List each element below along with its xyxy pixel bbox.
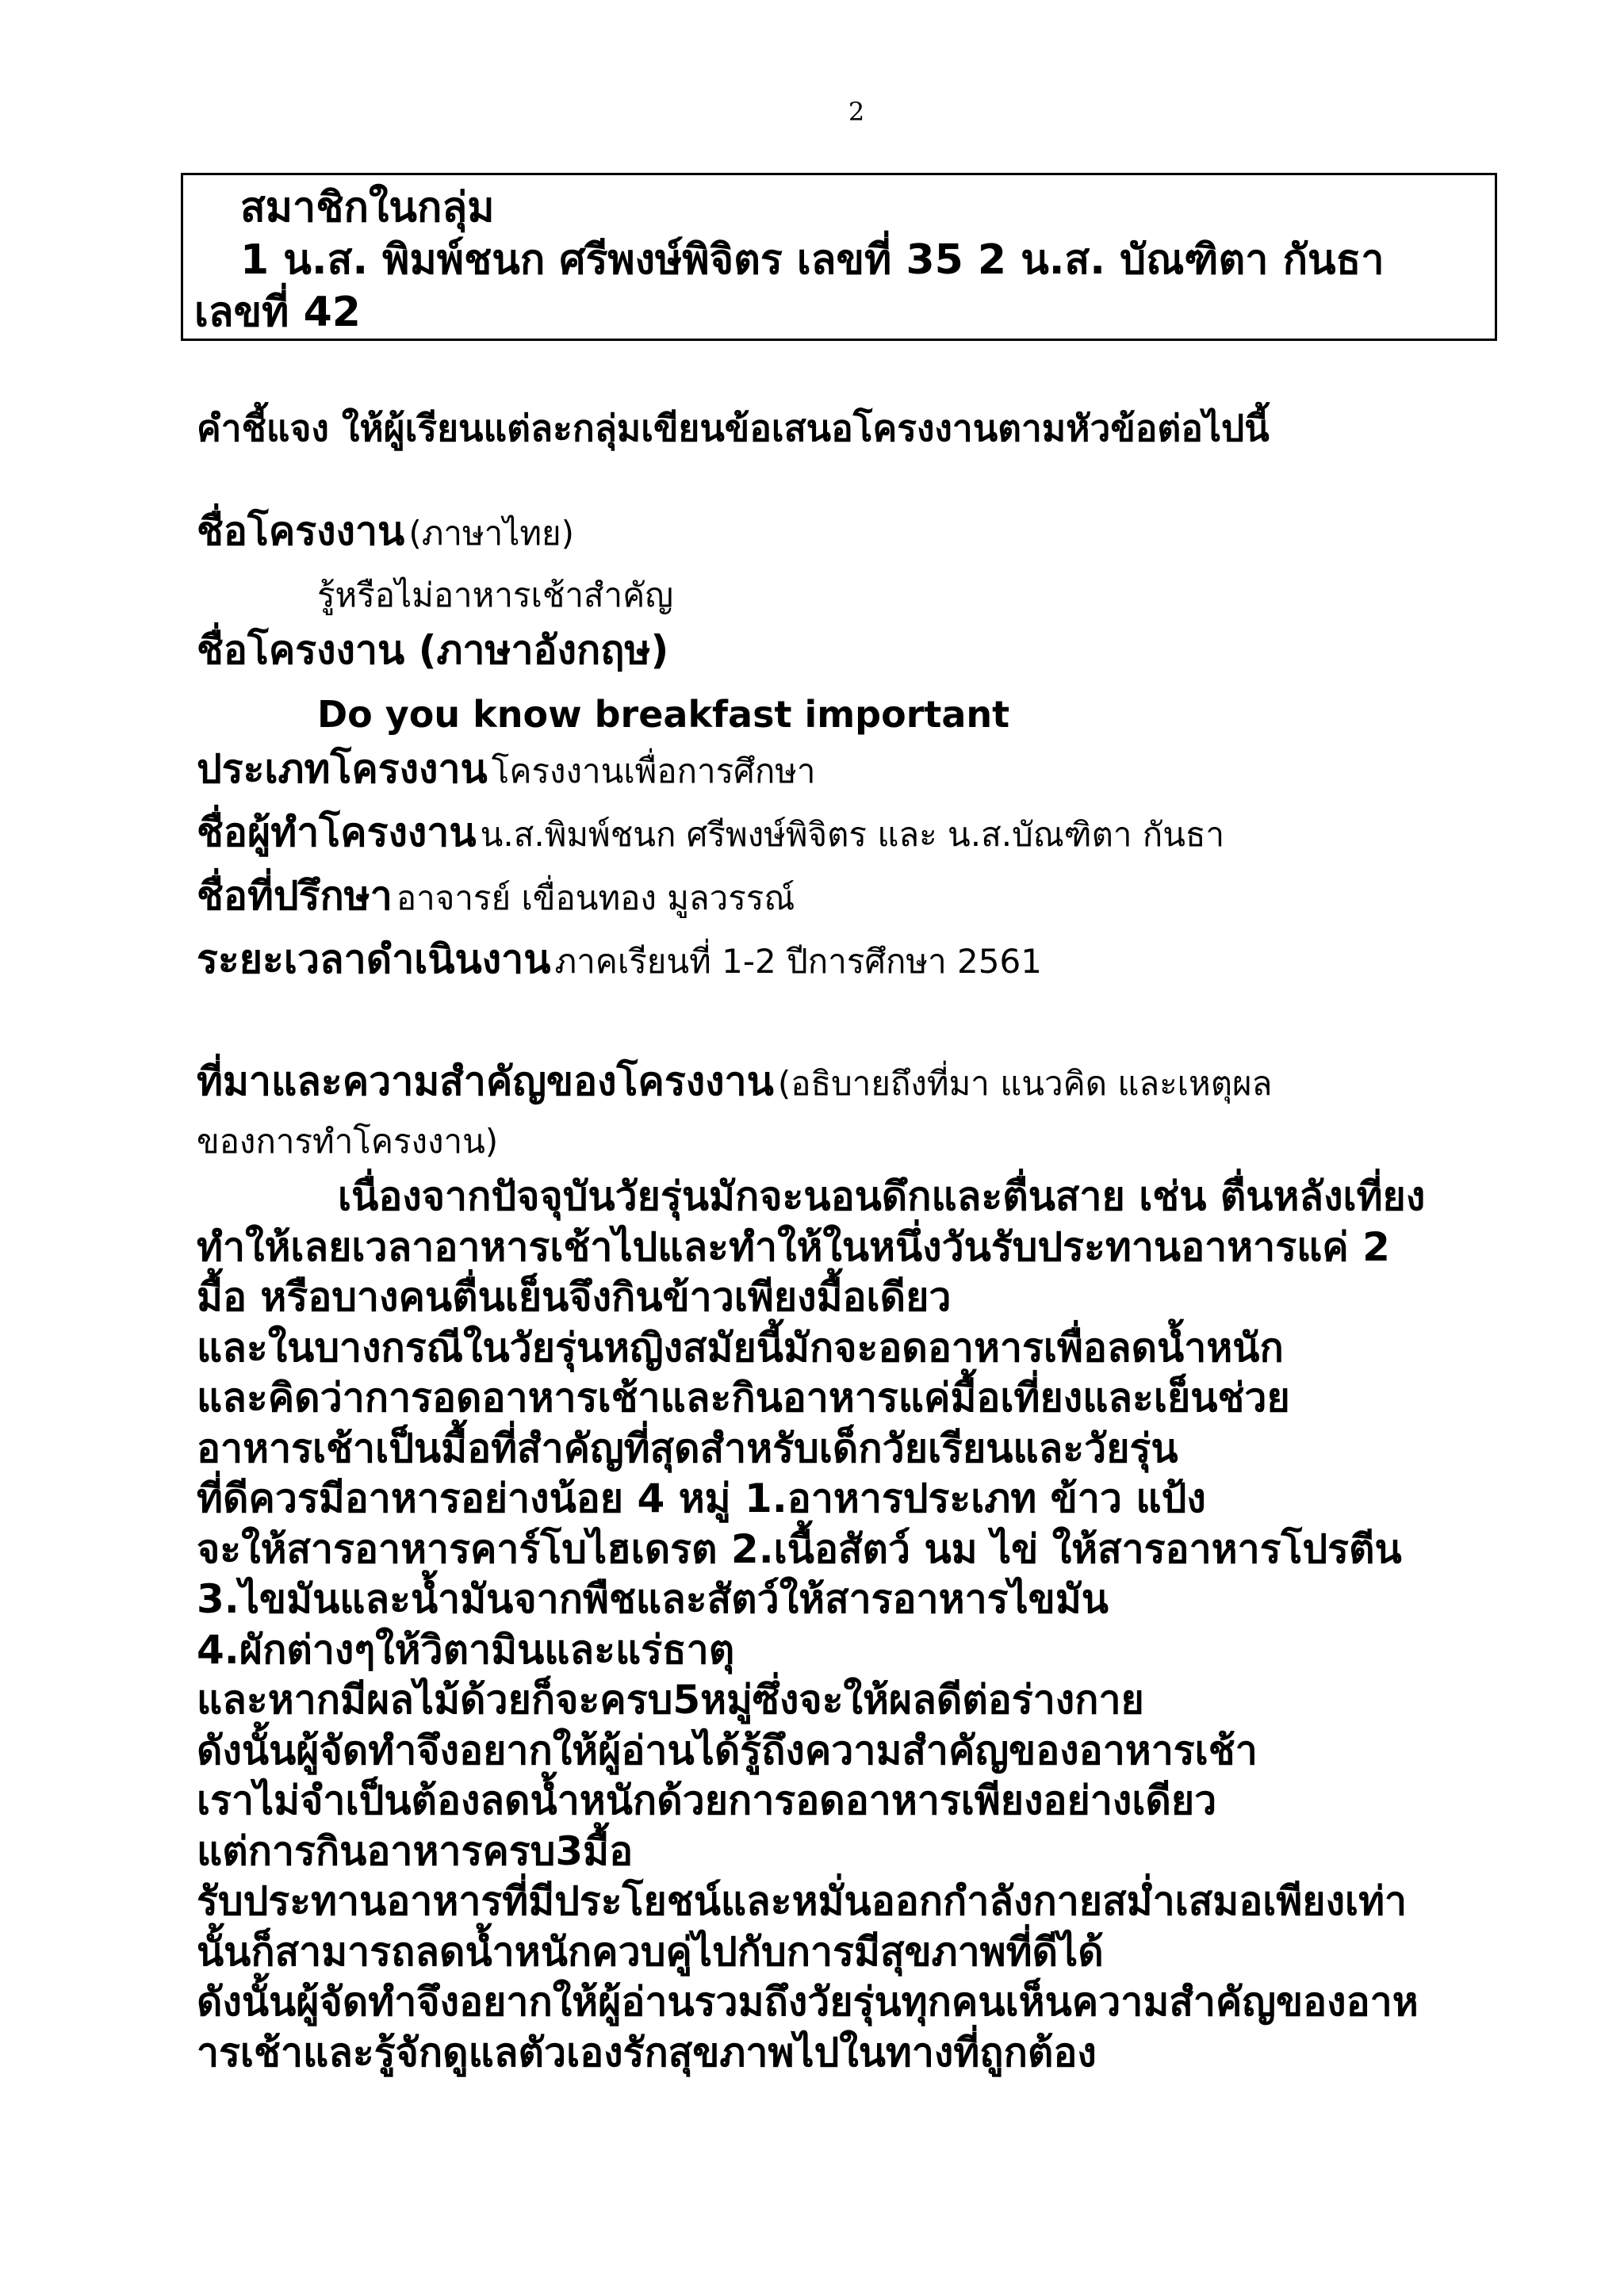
background-paragraph xyxy=(197,1172,1561,2078)
members-heading: สมาชิกในกลุ่ม xyxy=(240,184,495,232)
duration-row xyxy=(197,932,1561,996)
duration-value: ภาคเรียนที่ 1-2 ปีการศึกษา 2561 xyxy=(554,942,1042,981)
background-heading-note: (อธิบายถึงที่มา แนวคิด และเหตุผล xyxy=(777,1064,1273,1103)
duration-label: ระยะเวลาดำเนินงาน xyxy=(197,936,551,982)
background-heading-note-cont: ของการทำโครงงาน) xyxy=(197,1122,499,1161)
group-members-box xyxy=(181,173,1497,341)
paragraph-line: เราไม่จำเป็นต้องลดน้ำหนักด้วยการอดอาหารเพียงอย่างเดียว xyxy=(197,1777,1217,1823)
members-line-1: 1 น.ส. พิมพ์ชนก ศรีพงษ์พิจิตร เลขที่ 35 2 น.ส. บัณฑิตา กันธา xyxy=(240,236,1385,284)
paragraph-line: ารเช้าและรู้จักดูแลตัวเองรักสุขภาพไปในทางที่ถูกต้อง xyxy=(197,2029,1097,2076)
paragraph-line: และคิดว่าการอดอาหารเช้าและกินอาหารแค่มื้อเที่ยงและเย็นช่วย xyxy=(197,1375,1290,1421)
paragraph-line: ทำให้เลยเวลาอาหารเช้าไปและทำให้ในหนึ่งวันรับประทานอาหารแค่ 2 xyxy=(197,1223,1390,1270)
project-info xyxy=(197,504,1561,996)
paragraph-line: มื้อ หรือบางคนตื่นเย็นจึงกินข้าวเพียงมื้อเดียว xyxy=(197,1274,952,1320)
advisor-value: อาจารย์ เขื่อนทอง มูลวรรณ์ xyxy=(396,878,795,917)
paragraph-line: และหากมีผลไม้ด้วยก็จะครบ5หมู่ซึ่งจะให้ผลดีต่อร่างกาย xyxy=(197,1677,1144,1723)
authors-row xyxy=(197,806,1561,869)
project-type-row xyxy=(197,742,1561,806)
project-type-label: ประเภทโครงงาน xyxy=(197,746,488,792)
paragraph-line: แต่การกินอาหารครบ3มื้อ xyxy=(197,1827,634,1874)
background-heading-label: ที่มาและความสำคัญของโครงงาน xyxy=(197,1058,774,1104)
background-heading xyxy=(197,1056,1561,1116)
thai-name-row xyxy=(197,504,1561,568)
instruction-text: คำชี้แจง ให้ผู้เรียนแต่ละกลุ่มเขียนข้อเสนอโครงงานตามหัวข้อต่อไปนี้ xyxy=(197,407,1270,450)
english-name-value: Do you know breakfast important xyxy=(317,693,1010,736)
paragraph-line: อาหารเช้าเป็นมื้อที่สำคัญที่สุดสำหรับเด็กวัยเรียนและวัยรุ่น xyxy=(197,1425,1178,1471)
paragraph-line: รับประทานอาหารที่มีประโยชน์และหมั่นออกกำลังกายสม่ำเสมอเพียงเท่า xyxy=(197,1878,1408,1924)
paragraph-line: นั้นก็สามารถลดน้ำหนักควบคู่ไปกับการมีสุขภาพที่ดีได้ xyxy=(197,1928,1104,1975)
members-line-2: เลขที่ 42 xyxy=(194,289,361,336)
english-name-row xyxy=(197,623,1561,687)
paragraph-line: 4.ผักต่างๆให้วิตามินและแร่ธาตุ xyxy=(197,1626,735,1673)
paragraph-line: ดังนั้นผู้จัดทำจึงอยากให้ผู้อ่านได้รู้ถึงความสำคัญของอาหารเช้า xyxy=(197,1727,1258,1774)
paragraph-line: เนื่องจากปัจจุบันวัยรุ่นมักจะนอนดึกและตื่นสาย เช่น ตื่นหลังเที่ยง xyxy=(338,1173,1426,1219)
advisor-label: ชื่อที่ปรึกษา xyxy=(197,873,393,919)
paragraph-line: 3.ไขมันและน้ำมันจากพืชและสัตว์ให้สารอาหารไขมัน xyxy=(197,1576,1109,1622)
thai-name-value: รู้หรือไม่อาหารเช้าสำคัญ xyxy=(317,576,674,614)
paragraph-line: ดังนั้นผู้จัดทำจึงอยากให้ผู้อ่านรวมถึงวัยรุ่นทุกคนเห็นความสำคัญของอาห xyxy=(197,1979,1419,2025)
authors-value: น.ส.พิมพ์ชนก ศรีพงษ์พิจิตร และ น.ส.บัณฑิตา กันธา xyxy=(480,815,1225,854)
document-body xyxy=(197,396,1561,2078)
paragraph-line: และในบางกรณีในวัยรุ่นหญิงสมัยนี้มักจะอดอาหารเพื่อลดน้ำหนัก xyxy=(197,1324,1284,1371)
background-section xyxy=(197,1056,1561,2078)
page-number: 2 xyxy=(848,97,865,127)
authors-label: ชื่อผู้ทำโครงงาน xyxy=(197,809,477,855)
project-type-value: โครงงานเพื่อการศึกษา xyxy=(491,752,816,790)
paragraph-line: ที่ดีควรมีอาหารอย่างน้อย 4 หมู่ 1.อาหารประเภท ข้าว แป้ง xyxy=(197,1475,1206,1521)
thai-name-note: (ภาษาไทย) xyxy=(408,514,575,553)
english-name-label: ชื่อโครงงาน (ภาษาอังกฤษ) xyxy=(197,627,669,673)
paragraph-line: จะให้สารอาหารคาร์โบไฮเดรต 2.เนื้อสัตว์ นม ไข่ ให้สารอาหารโปรตีน xyxy=(197,1525,1402,1572)
thai-name-label: ชื่อโครงงาน xyxy=(197,508,405,554)
advisor-row xyxy=(197,869,1561,932)
